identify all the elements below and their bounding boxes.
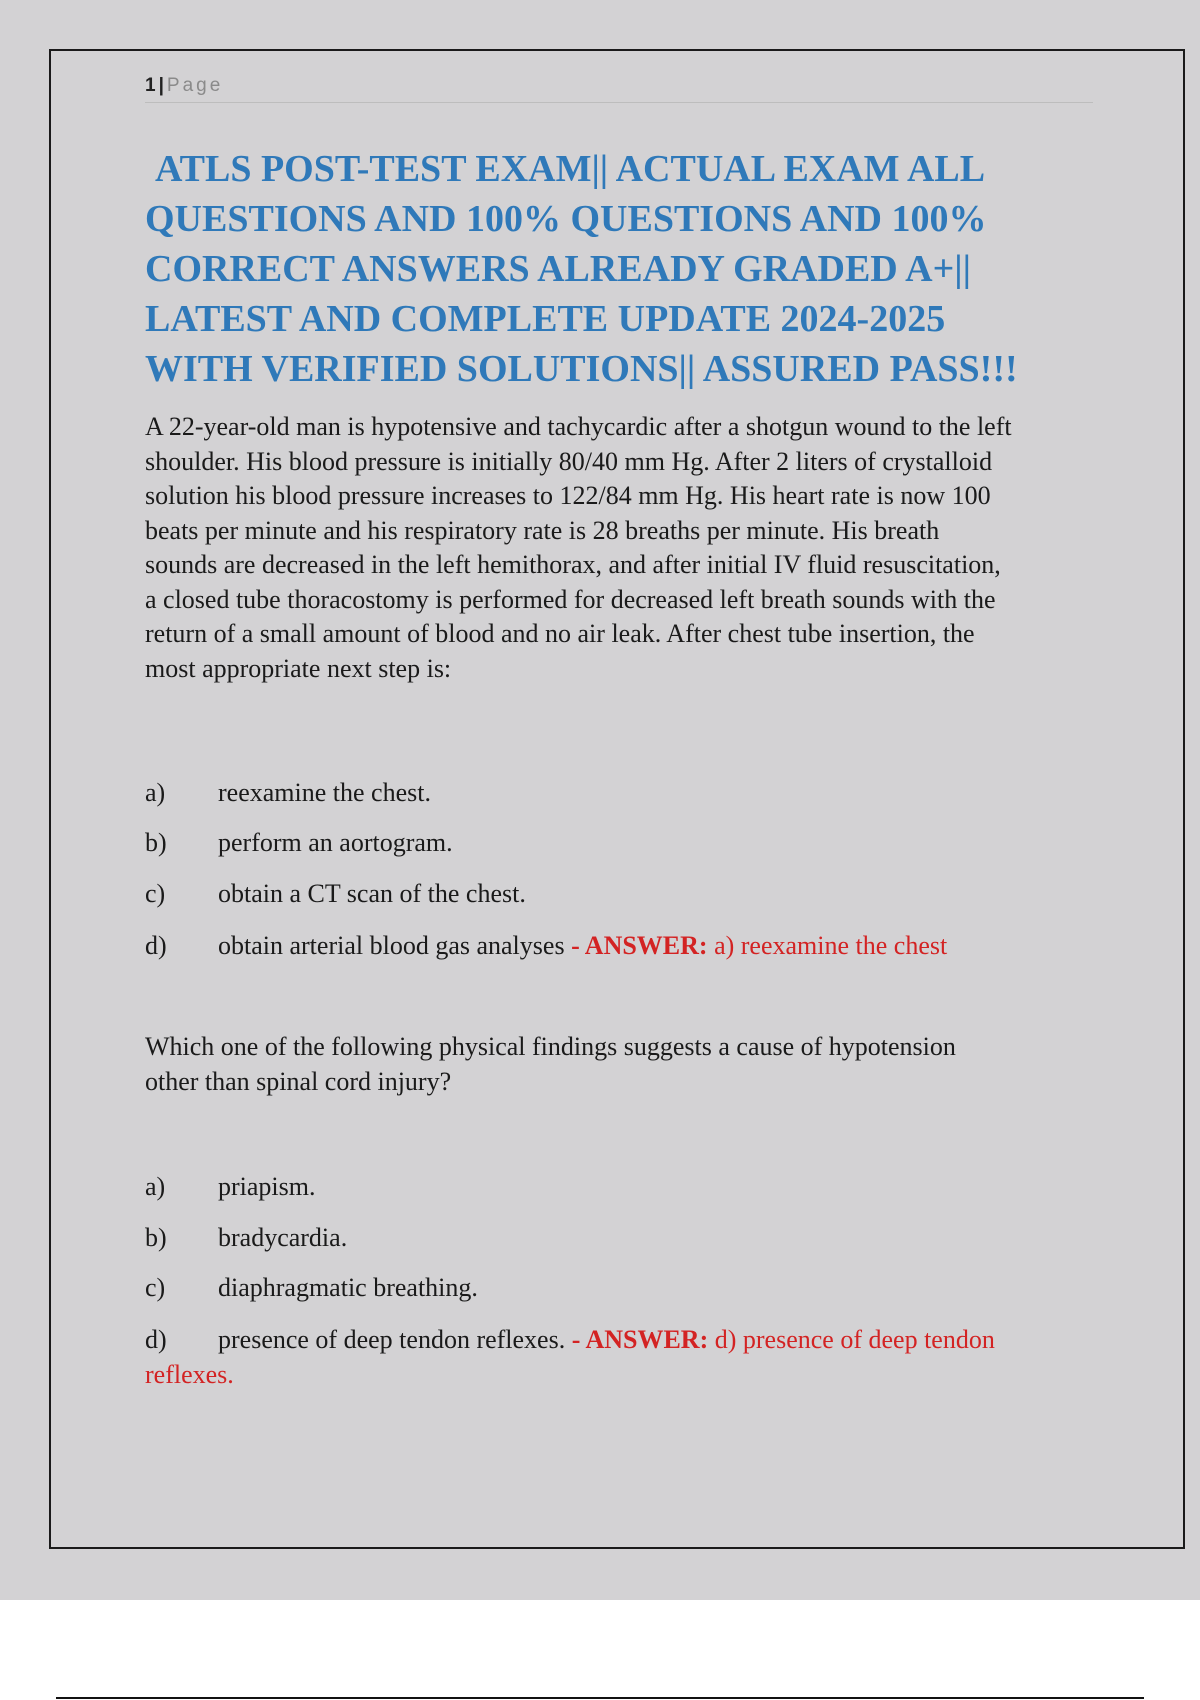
document-title bbox=[145, 144, 1105, 394]
option-text: reexamine the chest. bbox=[218, 778, 431, 807]
q2-option-a bbox=[145, 1170, 316, 1205]
bottom-divider bbox=[56, 1697, 1144, 1699]
option-letter: d) bbox=[145, 1325, 167, 1354]
answer-text: a) reexamine the chest bbox=[707, 931, 948, 960]
question-line: most appropriate next step is: bbox=[145, 653, 452, 683]
question-line: other than spinal cord injury? bbox=[145, 1066, 452, 1096]
q2-answer bbox=[565, 1325, 995, 1354]
question-line: sounds are decreased in the left hemithorax, and after initial IV fluid resuscitation, bbox=[145, 550, 1001, 579]
q1-option-b bbox=[145, 826, 453, 861]
question-line: solution his blood pressure increases to 122/84 mm Hg. His heart rate is now 100 bbox=[145, 481, 991, 510]
question-line: beats per minute and his respiratory rate is 28 breaths per minute. His breath bbox=[145, 515, 940, 545]
title-line: CORRECT ANSWERS ALREADY GRADED A+|| bbox=[145, 248, 971, 290]
answer-text: d) presence of deep tendon bbox=[708, 1325, 995, 1354]
q1-option-c bbox=[145, 877, 526, 912]
option-letter: b) bbox=[145, 1223, 167, 1252]
question-line: a closed tube thoracostomy is performed for decreased left breath sounds with the bbox=[145, 584, 996, 614]
question-line: shoulder. His blood pressure is initially 80/40 mm Hg. After 2 liters of crystalloid bbox=[145, 446, 993, 476]
page-label: Page bbox=[166, 75, 224, 96]
answer-label: - ANSWER: bbox=[565, 1325, 709, 1354]
page-header bbox=[145, 74, 1093, 103]
page-number: 1 bbox=[145, 75, 156, 96]
option-letter: c) bbox=[145, 1273, 166, 1302]
q1-option-d bbox=[145, 929, 947, 964]
option-text: obtain arterial blood gas analyses bbox=[218, 931, 565, 960]
question-2-text bbox=[145, 1030, 1095, 1099]
question-line: A 22-year-old man is hypotensive and tachycardic after a shotgun wound to the left bbox=[145, 412, 1012, 441]
option-letter: a) bbox=[145, 778, 166, 807]
option-text: presence of deep tendon reflexes. bbox=[218, 1325, 566, 1354]
question-1-text bbox=[145, 410, 1095, 686]
option-letter: d) bbox=[145, 931, 167, 960]
option-text: bradycardia. bbox=[218, 1223, 348, 1252]
option-letter: b) bbox=[145, 828, 167, 857]
page-separator: | bbox=[158, 75, 164, 96]
title-line: QUESTIONS AND 100% QUESTIONS AND 100% bbox=[145, 198, 987, 240]
title-line: ATLS POST-TEST EXAM|| ACTUAL EXAM ALL bbox=[155, 148, 986, 190]
option-text: diaphragmatic breathing. bbox=[218, 1273, 478, 1302]
q2-option-c bbox=[145, 1271, 478, 1306]
question-line: Which one of the following physical findings suggests a cause of hypotension bbox=[145, 1032, 956, 1061]
option-text: perform an aortogram. bbox=[218, 828, 453, 857]
option-letter: a) bbox=[145, 1172, 166, 1201]
q1-option-a bbox=[145, 776, 431, 811]
q2-answer-continuation: reflexes. bbox=[145, 1360, 234, 1389]
question-line: return of a small amount of blood and no air leak. After chest tube insertion, the bbox=[145, 619, 975, 648]
option-text: priapism. bbox=[218, 1172, 316, 1201]
option-text: obtain a CT scan of the chest. bbox=[218, 879, 526, 908]
q2-option-b bbox=[145, 1221, 347, 1256]
q1-answer bbox=[565, 931, 948, 960]
option-letter: c) bbox=[145, 879, 166, 908]
q2-option-d bbox=[145, 1323, 995, 1358]
title-line: WITH VERIFIED SOLUTIONS|| ASSURED PASS!!! bbox=[145, 348, 1018, 390]
answer-label: - ANSWER: bbox=[564, 931, 708, 960]
title-line: LATEST AND COMPLETE UPDATE 2024-2025 bbox=[145, 298, 946, 340]
